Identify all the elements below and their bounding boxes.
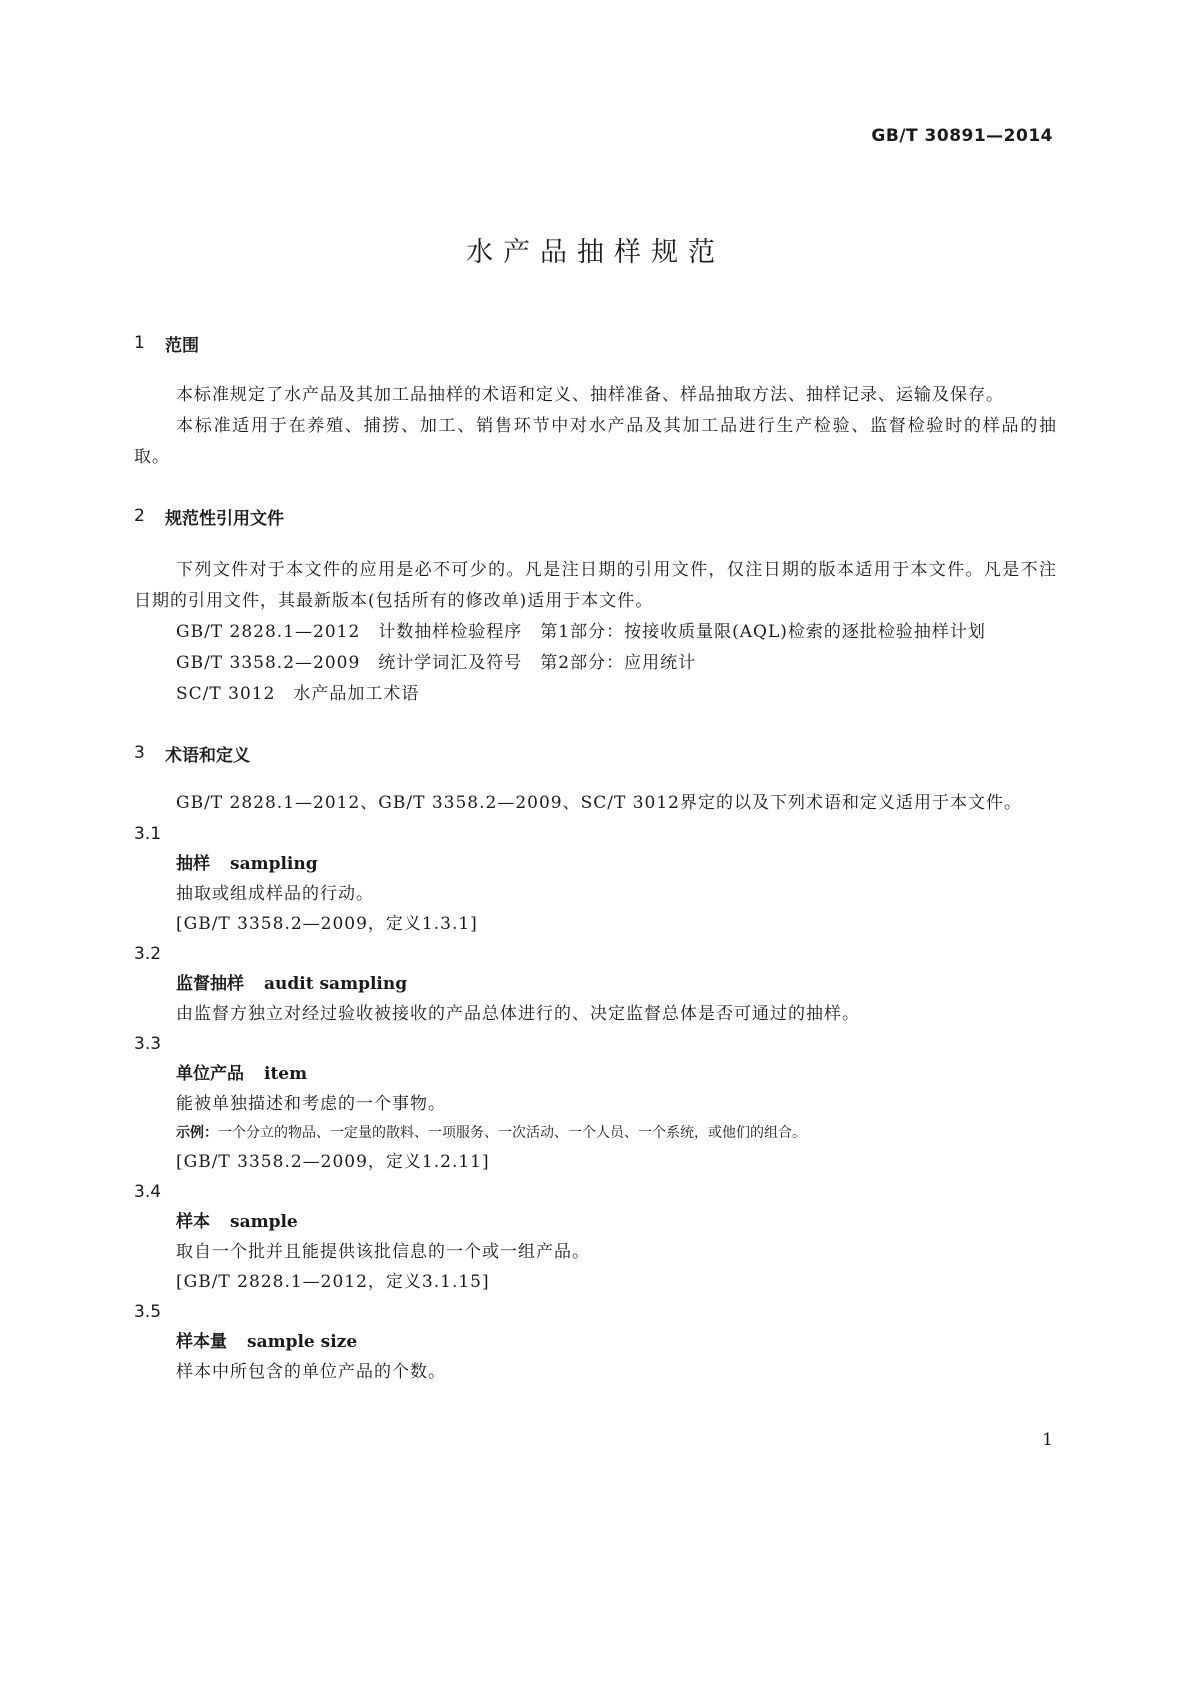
- term-number: 3.5: [134, 1302, 162, 1322]
- term-definition: 能被单独描述和考虑的一个事物。: [176, 1094, 446, 1114]
- paragraph: 本标准适用于在养殖、捕捞、加工、销售环节中对水产品及其加工品进行生产检验、监督检验时的样品的抽取。: [134, 416, 1057, 467]
- document-body: [134, 330, 1057, 1387]
- standard-code: GB/T 30891—2014: [871, 126, 1053, 146]
- reference-entry: GB/T 3358.2—2009 统计学词汇及符号 第2部分：应用统计: [176, 653, 697, 673]
- section-number: 1: [134, 333, 145, 353]
- example-text: 一个分立的物品、一定量的散料、一项服务、一次活动、一个人员、一个系统，或他们的组合。: [218, 1125, 806, 1141]
- page-title: 水产品抽样规范: [466, 237, 725, 268]
- section-title: 术语和定义: [165, 745, 250, 766]
- term-example: [134, 1119, 1057, 1147]
- section-number: 3: [134, 743, 145, 763]
- paragraph: 下列文件对于本文件的应用是必不可少的。凡是注日期的引用文件，仅注日期的版本适用于本文件。凡是不注日期的引用文件，其最新版本(包括所有的修改单)适用于本文件。: [134, 560, 1057, 611]
- section-1-heading: [134, 330, 1057, 356]
- term-name-en: audit sampling: [264, 974, 408, 994]
- term-name-zh: 样本量: [176, 1332, 227, 1352]
- term-number: 3.3: [134, 1034, 162, 1054]
- page-number: 1: [1042, 1430, 1053, 1450]
- example-label: 示例：: [176, 1125, 218, 1141]
- section-title: 规范性引用文件: [165, 508, 284, 529]
- term-source: [GB/T 2828.1—2012，定义3.1.15]: [176, 1272, 490, 1292]
- reference-entry: SC/T 3012 水产品加工术语: [176, 684, 420, 704]
- term-name: [134, 1327, 1057, 1357]
- section-2-heading: [134, 503, 1057, 529]
- term-name: [134, 849, 1057, 879]
- term-number: 3.2: [134, 944, 162, 964]
- term-definition: 样本中所包含的单位产品的个数。: [176, 1362, 446, 1382]
- term-name-en: sample size: [247, 1332, 358, 1352]
- term-name: [134, 969, 1057, 999]
- term-name-zh: 监督抽样: [176, 974, 244, 994]
- term-name: [134, 1207, 1057, 1237]
- section-title: 范围: [165, 335, 199, 356]
- paragraph: GB/T 2828.1—2012、GB/T 3358.2—2009、SC/T 3012界定的以及下列术语和定义适用于本文件。: [176, 793, 1022, 813]
- term-definition: 由监督方独立对经过验收被接收的产品总体进行的、决定监督总体是否可通过的抽样。: [176, 1004, 860, 1024]
- term-source: [GB/T 3358.2—2009，定义1.3.1]: [176, 914, 478, 934]
- term-definition: 抽取或组成样品的行动。: [176, 884, 374, 904]
- term-name-zh: 抽样: [176, 854, 210, 874]
- term-number: 3.1: [134, 824, 162, 844]
- section-3-heading: [134, 740, 1057, 766]
- reference-entry: GB/T 2828.1—2012 计数抽样检验程序 第1部分：按接收质量限(AQL)检索的逐批检验抽样计划: [176, 622, 986, 642]
- term-name-en: sample: [230, 1212, 298, 1232]
- term-source: [GB/T 3358.2—2009，定义1.2.11]: [176, 1152, 490, 1172]
- term-name: [134, 1059, 1057, 1089]
- section-number: 2: [134, 506, 145, 526]
- term-name-zh: 样本: [176, 1212, 210, 1232]
- paragraph: 本标准规定了水产品及其加工品抽样的术语和定义、抽样准备、样品抽取方法、抽样记录、运输及保存。: [176, 385, 1004, 405]
- term-name-en: sampling: [230, 854, 318, 874]
- term-name-en: item: [264, 1064, 308, 1084]
- term-number: 3.4: [134, 1182, 162, 1202]
- term-definition: 取自一个批并且能提供该批信息的一个或一组产品。: [176, 1242, 590, 1262]
- term-name-zh: 单位产品: [176, 1064, 244, 1084]
